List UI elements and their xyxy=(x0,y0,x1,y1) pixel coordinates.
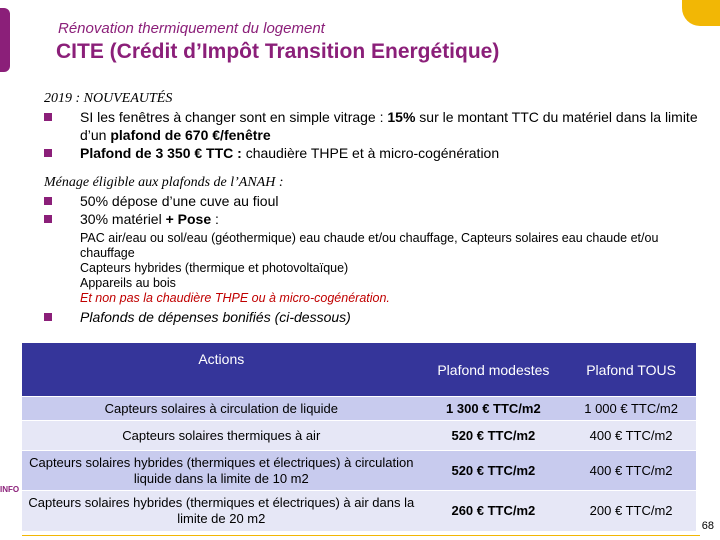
cell-modestes: 260 € TTC/m2 xyxy=(421,491,567,531)
anah-sub-1: PAC air/eau ou sol/eau (géothermique) eau chaude et/ou chauffage, Capteurs solaires eau chaude et/ou chauffage xyxy=(80,231,659,260)
cell-modestes: 1 300 € TTC/m2 xyxy=(421,397,567,421)
cell-tous: 200 € TTC/m2 xyxy=(566,491,696,531)
header-actions: Actions xyxy=(22,343,421,397)
anah-sub-4: Et non pas la chaudière THPE ou à micro-cogénération. xyxy=(80,291,390,305)
bullet-square-icon xyxy=(44,313,52,321)
header-plafond-modestes: Plafond modestes xyxy=(421,343,567,397)
anah-bullet-3: Plafonds de dépenses bonifiés (ci-dessous) xyxy=(44,308,704,326)
anah-sub-3: Appareils au bois xyxy=(80,276,176,290)
cell-tous: 400 € TTC/m2 xyxy=(566,421,696,451)
cell-modestes: 520 € TTC/m2 xyxy=(421,421,567,451)
cell-action: Capteurs solaires thermiques à air xyxy=(22,421,421,451)
bullet-square-icon xyxy=(44,197,52,205)
news-bullet-1: SI les fenêtres à changer sont en simple vitrage : 15% sur le montant TTC du matériel dans la limite d’un plafond de 670 €/fenêtre xyxy=(44,108,704,144)
table-row xyxy=(22,491,696,531)
cell-tous: 1 000 € TTC/m2 xyxy=(566,397,696,421)
ceilings-table xyxy=(22,343,696,531)
slide-content xyxy=(44,90,704,326)
news-heading: 2019 : NOUVEAUTÉS xyxy=(44,91,173,106)
table-header-row xyxy=(22,343,696,397)
cell-action: Capteurs solaires hybrides (thermiques et électriques) à circulation liquide dans la limite de 10 m2 xyxy=(22,451,421,491)
cell-tous: 400 € TTC/m2 xyxy=(566,451,696,491)
anah-bullet-2: 30% matériel + Pose : xyxy=(44,210,704,228)
table-row xyxy=(22,451,696,491)
page-number: 68 xyxy=(701,520,714,532)
header-plafond-tous: Plafond TOUS xyxy=(566,343,696,397)
table-row xyxy=(22,421,696,451)
corner-decoration xyxy=(682,0,720,26)
table-row xyxy=(22,397,696,421)
anah-sub-2: Capteurs hybrides (thermique et photovoltaïque) xyxy=(80,261,349,275)
cell-action: Capteurs solaires hybrides (thermiques et électriques) à air dans la limite de 20 m2 xyxy=(22,491,421,531)
cell-modestes: 520 € TTC/m2 xyxy=(421,451,567,491)
bottom-divider xyxy=(22,535,700,536)
slide-title: CITE (Crédit d’Impôt Transition Energétique) xyxy=(56,40,500,63)
bullet-square-icon xyxy=(44,113,52,121)
slide-subtitle: Rénovation thermiquement du logement xyxy=(58,20,325,37)
bullet-square-icon xyxy=(44,149,52,157)
accent-bar xyxy=(0,8,10,72)
anah-bullet-1: 50% dépose d’une cuve au fioul xyxy=(44,192,704,210)
bullet-square-icon xyxy=(44,215,52,223)
news-bullet-2: Plafond de 3 350 € TTC : chaudière THPE et à micro-cogénération xyxy=(44,144,704,162)
side-info-label: INFO xyxy=(0,485,20,494)
anah-heading: Ménage éligible aux plafonds de l’ANAH : xyxy=(44,175,284,190)
cell-action: Capteurs solaires à circulation de liquide xyxy=(22,397,421,421)
